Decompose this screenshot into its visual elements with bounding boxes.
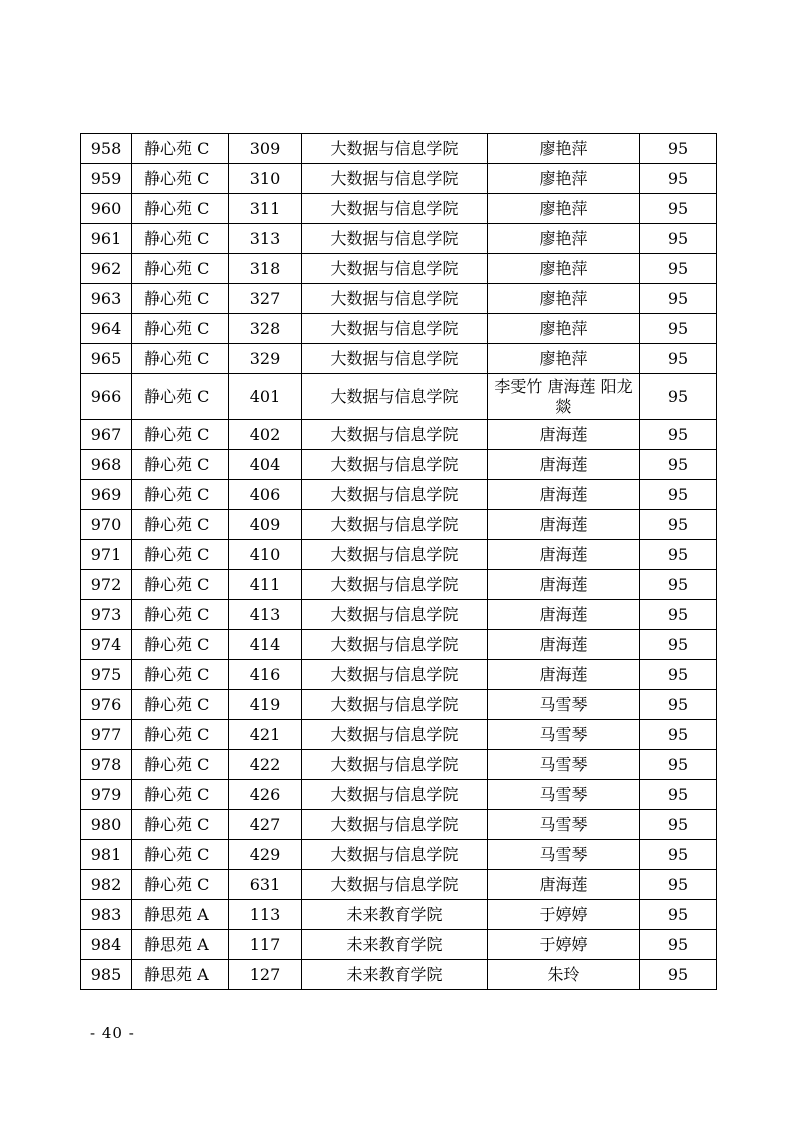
cell-manager: 马雪琴 [488,840,640,870]
cell-college: 大数据与信息学院 [302,420,488,450]
cell-college: 大数据与信息学院 [302,374,488,420]
cell-score: 95 [640,840,717,870]
cell-score: 95 [640,194,717,224]
table-row [81,570,717,600]
cell-score: 95 [640,630,717,660]
table-row [81,930,717,960]
cell-building: 静心苑 C [132,780,229,810]
cell-score: 95 [640,284,717,314]
cell-room: 410 [229,540,302,570]
cell-manager: 唐海莲 [488,420,640,450]
dormitory-score-table [80,133,717,990]
cell-score: 95 [640,510,717,540]
cell-number: 984 [81,930,132,960]
cell-manager: 唐海莲 [488,450,640,480]
cell-manager: 李雯竹 唐海莲 阳龙燚 [488,374,640,420]
cell-room: 113 [229,900,302,930]
table-row [81,840,717,870]
cell-number: 977 [81,720,132,750]
cell-manager: 唐海莲 [488,600,640,630]
cell-score: 95 [640,750,717,780]
cell-room: 309 [229,134,302,164]
cell-building: 静心苑 C [132,570,229,600]
cell-college: 大数据与信息学院 [302,134,488,164]
table-row [81,660,717,690]
cell-building: 静心苑 C [132,344,229,374]
cell-college: 大数据与信息学院 [302,870,488,900]
cell-number: 964 [81,314,132,344]
cell-college: 大数据与信息学院 [302,750,488,780]
cell-score: 95 [640,480,717,510]
cell-manager: 马雪琴 [488,780,640,810]
cell-number: 969 [81,480,132,510]
cell-building: 静心苑 C [132,870,229,900]
cell-room: 313 [229,224,302,254]
cell-score: 95 [640,540,717,570]
cell-manager: 朱玲 [488,960,640,990]
table-row [81,900,717,930]
cell-college: 大数据与信息学院 [302,510,488,540]
cell-college: 大数据与信息学院 [302,194,488,224]
table-row [81,540,717,570]
cell-building: 静心苑 C [132,164,229,194]
cell-number: 959 [81,164,132,194]
cell-room: 406 [229,480,302,510]
cell-number: 981 [81,840,132,870]
cell-college: 大数据与信息学院 [302,780,488,810]
cell-building: 静心苑 C [132,450,229,480]
cell-manager: 马雪琴 [488,750,640,780]
cell-college: 大数据与信息学院 [302,344,488,374]
table-row [81,600,717,630]
cell-number: 979 [81,780,132,810]
cell-room: 416 [229,660,302,690]
cell-manager: 廖艳萍 [488,314,640,344]
cell-score: 95 [640,960,717,990]
cell-building: 静心苑 C [132,750,229,780]
cell-manager: 唐海莲 [488,480,640,510]
cell-number: 980 [81,810,132,840]
cell-manager: 廖艳萍 [488,344,640,374]
cell-number: 970 [81,510,132,540]
cell-manager: 于婷婷 [488,930,640,960]
cell-score: 95 [640,900,717,930]
cell-college: 大数据与信息学院 [302,630,488,660]
cell-room: 426 [229,780,302,810]
cell-building: 静心苑 C [132,720,229,750]
cell-manager: 唐海莲 [488,660,640,690]
cell-number: 966 [81,374,132,420]
cell-manager: 唐海莲 [488,570,640,600]
cell-building: 静心苑 C [132,420,229,450]
cell-college: 大数据与信息学院 [302,690,488,720]
cell-college: 大数据与信息学院 [302,164,488,194]
cell-college: 大数据与信息学院 [302,450,488,480]
cell-room: 401 [229,374,302,420]
cell-building: 静心苑 C [132,314,229,344]
cell-college: 大数据与信息学院 [302,810,488,840]
cell-number: 972 [81,570,132,600]
cell-building: 静心苑 C [132,690,229,720]
cell-score: 95 [640,450,717,480]
table-row [81,450,717,480]
cell-number: 961 [81,224,132,254]
cell-score: 95 [640,870,717,900]
cell-building: 静心苑 C [132,540,229,570]
cell-score: 95 [640,720,717,750]
cell-college: 大数据与信息学院 [302,600,488,630]
cell-room: 311 [229,194,302,224]
cell-manager: 廖艳萍 [488,284,640,314]
cell-college: 大数据与信息学院 [302,840,488,870]
cell-room: 414 [229,630,302,660]
cell-room: 327 [229,284,302,314]
cell-building: 静心苑 C [132,840,229,870]
cell-building: 静心苑 C [132,224,229,254]
cell-number: 967 [81,420,132,450]
cell-score: 95 [640,660,717,690]
cell-building: 静心苑 C [132,480,229,510]
cell-building: 静思苑 A [132,900,229,930]
cell-manager: 马雪琴 [488,720,640,750]
cell-college: 大数据与信息学院 [302,540,488,570]
cell-number: 985 [81,960,132,990]
cell-manager: 廖艳萍 [488,134,640,164]
cell-manager: 廖艳萍 [488,224,640,254]
cell-number: 975 [81,660,132,690]
cell-room: 127 [229,960,302,990]
cell-number: 958 [81,134,132,164]
cell-room: 419 [229,690,302,720]
cell-college: 未来教育学院 [302,930,488,960]
table-row [81,254,717,284]
cell-score: 95 [640,780,717,810]
cell-building: 静心苑 C [132,134,229,164]
cell-room: 422 [229,750,302,780]
cell-building: 静心苑 C [132,510,229,540]
table-row [81,750,717,780]
cell-number: 960 [81,194,132,224]
table-row [81,420,717,450]
table-row [81,720,717,750]
cell-score: 95 [640,134,717,164]
cell-number: 976 [81,690,132,720]
table-row [81,164,717,194]
cell-score: 95 [640,314,717,344]
cell-building: 静思苑 A [132,960,229,990]
cell-room: 413 [229,600,302,630]
table-row [81,284,717,314]
cell-score: 95 [640,420,717,450]
cell-number: 965 [81,344,132,374]
cell-building: 静心苑 C [132,810,229,840]
cell-college: 大数据与信息学院 [302,224,488,254]
cell-score: 95 [640,344,717,374]
cell-building: 静心苑 C [132,254,229,284]
table-row [81,960,717,990]
table-row [81,810,717,840]
cell-manager: 唐海莲 [488,870,640,900]
cell-building: 静心苑 C [132,374,229,420]
cell-building: 静心苑 C [132,284,229,314]
cell-manager: 唐海莲 [488,630,640,660]
cell-room: 117 [229,930,302,960]
cell-room: 429 [229,840,302,870]
cell-college: 大数据与信息学院 [302,314,488,344]
table-row [81,224,717,254]
cell-building: 静心苑 C [132,660,229,690]
table-row [81,780,717,810]
cell-number: 971 [81,540,132,570]
cell-score: 95 [640,374,717,420]
cell-number: 983 [81,900,132,930]
cell-score: 95 [640,224,717,254]
cell-number: 978 [81,750,132,780]
cell-score: 95 [640,164,717,194]
cell-manager: 唐海莲 [488,540,640,570]
cell-college: 大数据与信息学院 [302,480,488,510]
table-row [81,374,717,420]
cell-college: 大数据与信息学院 [302,660,488,690]
cell-college: 大数据与信息学院 [302,570,488,600]
cell-number: 968 [81,450,132,480]
cell-college: 未来教育学院 [302,960,488,990]
table-row [81,630,717,660]
table-row [81,690,717,720]
cell-room: 404 [229,450,302,480]
cell-score: 95 [640,930,717,960]
cell-room: 402 [229,420,302,450]
cell-room: 409 [229,510,302,540]
cell-building: 静心苑 C [132,630,229,660]
cell-score: 95 [640,570,717,600]
table-body [81,134,717,990]
cell-manager: 廖艳萍 [488,254,640,284]
table-row [81,344,717,374]
cell-room: 427 [229,810,302,840]
cell-college: 未来教育学院 [302,900,488,930]
cell-room: 318 [229,254,302,284]
table-row [81,480,717,510]
cell-manager: 马雪琴 [488,690,640,720]
cell-number: 962 [81,254,132,284]
cell-manager: 廖艳萍 [488,194,640,224]
cell-number: 982 [81,870,132,900]
cell-score: 95 [640,690,717,720]
cell-score: 95 [640,254,717,284]
cell-building: 静思苑 A [132,930,229,960]
table-row [81,314,717,344]
cell-score: 95 [640,810,717,840]
cell-room: 310 [229,164,302,194]
cell-room: 631 [229,870,302,900]
cell-manager: 于婷婷 [488,900,640,930]
cell-room: 328 [229,314,302,344]
cell-college: 大数据与信息学院 [302,720,488,750]
table-row [81,870,717,900]
page-number: - 40 - [90,1024,135,1042]
cell-room: 329 [229,344,302,374]
cell-college: 大数据与信息学院 [302,284,488,314]
cell-college: 大数据与信息学院 [302,254,488,284]
cell-manager: 唐海莲 [488,510,640,540]
cell-manager: 马雪琴 [488,810,640,840]
cell-score: 95 [640,600,717,630]
cell-number: 973 [81,600,132,630]
cell-building: 静心苑 C [132,194,229,224]
table-row [81,194,717,224]
cell-room: 411 [229,570,302,600]
cell-manager: 廖艳萍 [488,164,640,194]
cell-room: 421 [229,720,302,750]
table-row [81,510,717,540]
table-row [81,134,717,164]
cell-building: 静心苑 C [132,600,229,630]
cell-number: 974 [81,630,132,660]
cell-number: 963 [81,284,132,314]
